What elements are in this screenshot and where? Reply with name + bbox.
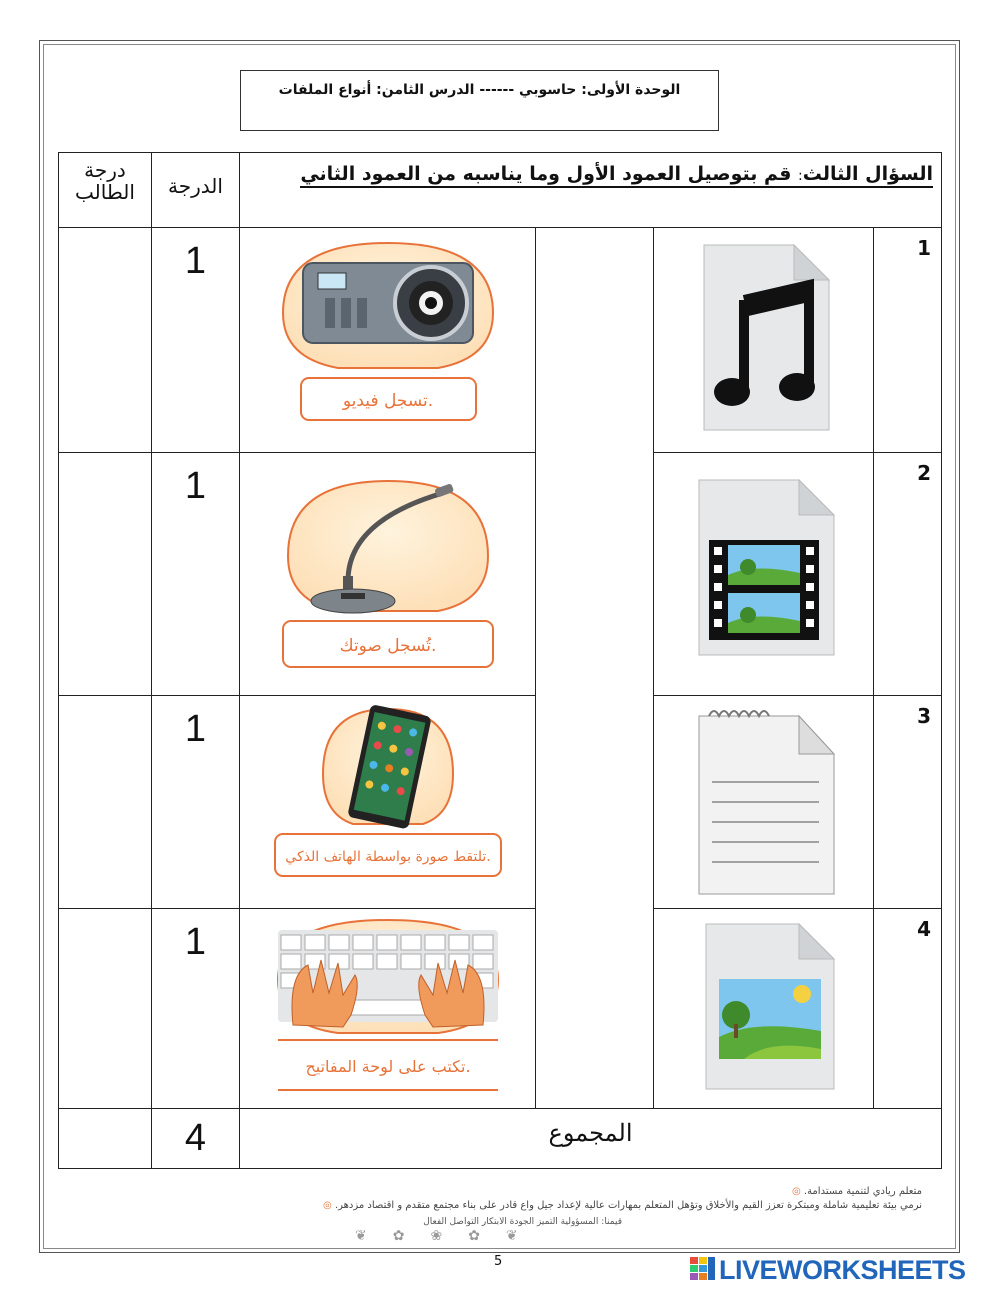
audio-file-icon xyxy=(684,240,844,440)
total-value: 4 xyxy=(152,1109,240,1169)
grade-header: الدرجة xyxy=(152,153,240,228)
camera-icon xyxy=(263,228,513,428)
microphone-icon xyxy=(263,471,513,681)
text-file-icon xyxy=(684,704,844,904)
student-grade-cell[interactable] xyxy=(59,228,152,453)
keyboard-icon xyxy=(263,915,513,1105)
activity-cell[interactable] xyxy=(240,228,536,453)
activity-label: تُسجل صوتك. xyxy=(339,636,436,656)
smartphone-icon xyxy=(263,704,513,904)
file-type-cell[interactable] xyxy=(654,453,874,696)
lesson-title: الوحدة الأولى: حاسوبي ------ الدرس الثامن: أنواع الملفات xyxy=(240,70,719,131)
total-label: المجموع xyxy=(240,1109,942,1169)
table-row xyxy=(59,453,942,696)
grade-cell: 1 xyxy=(152,453,240,696)
liveworksheets-icon xyxy=(690,1257,716,1281)
matching-gap-column[interactable] xyxy=(536,228,654,1109)
table-row xyxy=(59,696,942,909)
student-grade-header: درجة الطالب xyxy=(59,153,152,228)
file-type-cell[interactable] xyxy=(654,909,874,1109)
image-file-icon xyxy=(684,919,844,1099)
student-total-cell[interactable] xyxy=(59,1109,152,1169)
school-footer xyxy=(60,1185,922,1229)
target-icon: ◎ xyxy=(791,1186,801,1197)
student-grade-cell[interactable] xyxy=(59,909,152,1109)
grade-cell: 1 xyxy=(152,909,240,1109)
table-row xyxy=(59,909,942,1109)
total-row xyxy=(59,1109,942,1169)
grade-cell: 1 xyxy=(152,228,240,453)
row-number: 3 xyxy=(874,696,942,909)
target-icon: ◎ xyxy=(323,1200,332,1211)
values-text: قيمنا: المسؤولية التميز الجودة الابتكار التواصل الفعال xyxy=(423,1217,622,1227)
file-type-cell[interactable] xyxy=(654,696,874,909)
grade-cell: 1 xyxy=(152,696,240,909)
student-grade-cell[interactable] xyxy=(59,453,152,696)
activity-cell[interactable] xyxy=(240,909,536,1109)
row-number: 2 xyxy=(874,453,942,696)
activity-cell[interactable] xyxy=(240,453,536,696)
activity-label: تلتقط صورة بواسطة الهاتف الذكي. xyxy=(284,849,491,865)
values-emblems-icon: ❦✿❀✿❦ xyxy=(355,1228,544,1244)
activity-label: تسجل فيديو. xyxy=(342,391,433,411)
table-row xyxy=(59,228,942,453)
activity-label: تكتب على لوحة المفاتيح. xyxy=(304,1057,471,1076)
row-number: 4 xyxy=(874,909,942,1109)
page-number: 5 xyxy=(494,1254,503,1269)
matching-table xyxy=(58,152,942,1169)
student-grade-cell[interactable] xyxy=(59,696,152,909)
mission-text: نرمي بيئة تعليمية شاملة ومبتكرة تعزز القيم والأخلاق وتؤهل المتعلم بمهارات عالية لإعداد جيل واع قادر على بناء مجتمع متقدم و اقتصاد مزدهر. xyxy=(334,1200,922,1211)
table-header-row xyxy=(59,153,942,228)
liveworksheets-logo[interactable]: LIVEWORKSHEETS xyxy=(690,1255,966,1286)
question-heading: السؤال الثالث: قم بتوصيل العمود الأول وما يناسبه من العمود الثاني xyxy=(240,153,942,228)
video-file-icon xyxy=(684,475,844,665)
vision-text: متعلم ريادي لتنمية مستدامة. xyxy=(803,1186,922,1197)
row-number: 1 xyxy=(874,228,942,453)
activity-cell[interactable] xyxy=(240,696,536,909)
file-type-cell[interactable] xyxy=(654,228,874,453)
